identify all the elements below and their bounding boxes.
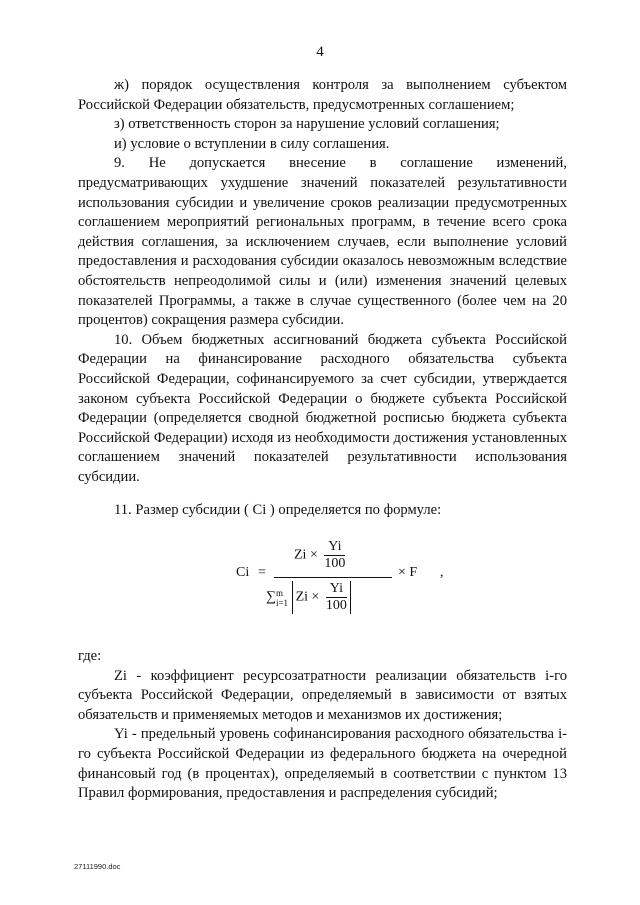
file-name-footer: 27111990.doc (74, 862, 121, 871)
paragraph-9: 9. Не допускается внесение в соглашение изменений, предусматривающих ухудшение значений показателей результативности использования субсидии и увеличение сроков реализации предусмотренных соглашением мероприятий региональных программ, в течение всего срока действия соглашения, за исключением случаев, если выполнение условий предоставления и расходования субсидии оказалось невозможным вследствие обстоятельств непреодолимой силы и (или) изменения значений целевых показателей Программы, а также в случае существенного (более чем на 20 процентов) сокращения размера субсидии. (78, 155, 567, 329)
formula-numerator (294, 539, 384, 572)
formula-times-den: × (311, 589, 320, 605)
formula-fraction-bar (274, 577, 392, 578)
paragraph-i: и) условие о вступлении в силу соглашения. (114, 135, 390, 152)
formula-sum: ∑ (266, 589, 276, 605)
page-number: 4 (316, 44, 324, 60)
formula-hundred: 100 (324, 556, 346, 572)
definition-y (78, 725, 567, 803)
formula-denominator (266, 581, 406, 614)
definition-z-symbol: Zi (114, 667, 127, 684)
formula-hundred-den: 100 (325, 598, 347, 614)
definition-z (78, 667, 567, 726)
formula-comma: , (440, 565, 444, 581)
paragraph-11: 11. Размер субсидии ( Ci ) определяется по формуле: (114, 502, 442, 519)
subsidy-formula (236, 539, 567, 629)
paragraph-10: 10. Объем бюджетных ассигнований бюджета субъекта Российской Федерации на финансирование расходного обязательства субъекта Российской Федерации, софинансируемого за счет субсидии, утверждается законом субъекта Российской Федерации о бюджете субъекта Российской Федерации (определяется сводной бюджетной росписью бюджета субъекта Российской Федерации) исходя из необходимости достижения установленных соглашением значений показателей результативности использования субсидии. (78, 331, 567, 485)
formula-lhs: Ci (236, 565, 250, 581)
document-body (78, 76, 567, 804)
definition-z-text: - коэффициент ресурсозатратности реализации обязательств i-го субъекта Российской Федерации, определяемый в зависимости от взятых обязательств и применяемых методов и механизмов их достижения; (78, 667, 567, 723)
formula-y-den: Yi (326, 581, 347, 598)
definition-y-text: - предельный уровень софинансирования расходного обязательства i-го субъекта Российской Федерации из федерального бюджета на очередной финансовый год (в процентах), определяемый в соответствии с пунктом 13 Правил формирования, предоставления и распределения субсидий; (78, 726, 567, 802)
formula-y-fraction-den (326, 581, 347, 614)
formula-z-den: Zi (295, 589, 309, 605)
formula-z: Zi (294, 547, 307, 563)
where-label: где: (78, 648, 102, 665)
formula-equals: = (258, 565, 266, 581)
formula-y-fraction (324, 539, 345, 572)
paragraph-z: з) ответственность сторон за нарушение условий соглашения; (114, 116, 500, 133)
formula-sum-bottom: i=1 (275, 597, 289, 608)
paragraph-zh: ж) порядок осуществления контроля за выполнением субъектом Российской Федерации обязательств, предусмотренных соглашением; (78, 77, 567, 113)
formula-y: Yi (324, 539, 345, 556)
formula-bracket (292, 581, 351, 614)
formula-sum-top: m (275, 587, 283, 598)
formula-times: × (309, 547, 318, 563)
definition-y-symbol: Yi (114, 726, 128, 743)
formula-times-f: × F (398, 565, 418, 581)
